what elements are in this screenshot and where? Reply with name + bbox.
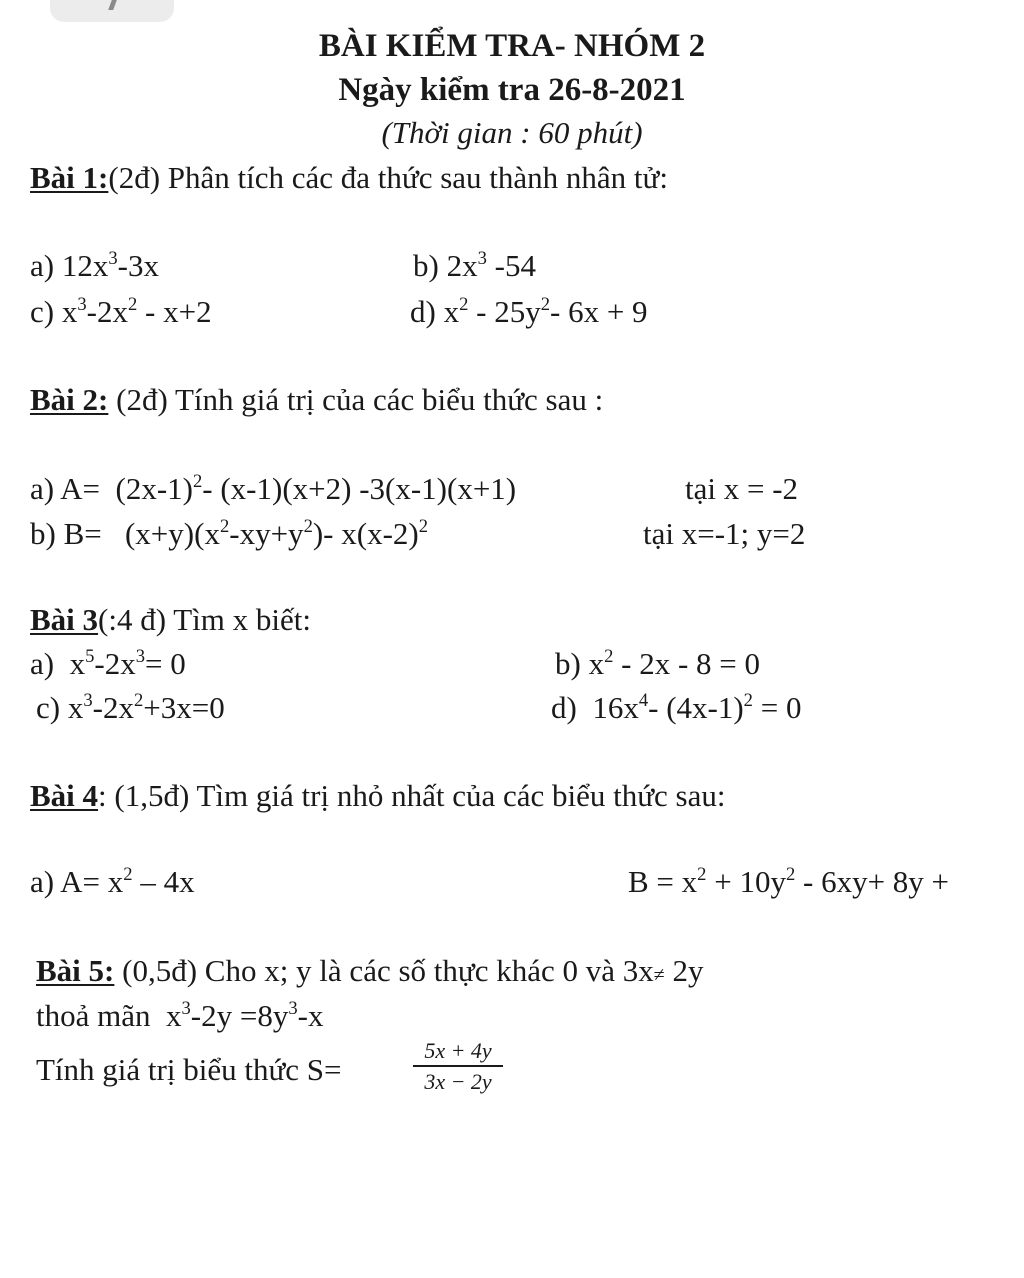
browser-tab-stub <box>50 0 174 22</box>
fraction-s <box>413 1040 503 1093</box>
bai1-prompt: Phân tích các đa thức sau thành nhân tử: <box>160 160 668 195</box>
item-label: c) <box>30 294 55 329</box>
bai2-a-condition: tại x = -2 <box>685 471 799 506</box>
item-label: a) <box>30 248 55 283</box>
bai2-label: Bài 2: <box>30 382 109 417</box>
bai1-c: c) $x^3-2x^2 - x+2$ <box>30 293 212 329</box>
bai2-heading <box>30 384 603 415</box>
bai1-b: b) $2x^3$ -54 <box>413 247 536 283</box>
bai3-prompt: (:4 đ) Tìm x biết: <box>98 602 312 637</box>
bai5-condition: thoả mãn $x^3-2y =8y^3-x$ <box>36 997 324 1033</box>
bai1-points: (2đ) <box>108 160 161 195</box>
item-label: a) <box>30 646 55 681</box>
item-label: b) <box>30 516 56 551</box>
bai2-b-condition: tại x=-1; y=2 <box>643 516 806 551</box>
bai5-prompt-end: 2y <box>664 953 704 988</box>
bai3-a: a) $x^5-2x^3= 0$ <box>30 645 186 681</box>
item-label: b) <box>413 248 439 283</box>
bai1-label: Bài 1: <box>30 160 109 195</box>
item-label: c) <box>36 690 61 725</box>
bai2-prompt: (2đ) Tính giá trị của các biểu thức sau : <box>108 382 604 417</box>
bai3-b: b) $x^2 - 2x - 8 = 0$ <box>555 645 761 681</box>
bai2-b: b) $B= (x+y)(x^2-xy+y^2)-$ $x(x-2)^2$ <box>30 515 429 551</box>
bai4-prompt: : (1,5đ) Tìm giá trị nhỏ nhất của các biểu thức sau: <box>98 778 726 813</box>
bai2-a: a) $A= (2x-1)^2-$ (x-1)(x+2) -3(x-1)(x+1) <box>30 470 517 506</box>
not-equal-sign: ≠ <box>653 964 665 986</box>
bai5-label: Bài 5: <box>36 953 115 988</box>
item-label: b) <box>555 646 581 681</box>
bai4-a: a) $A= x^2 - 4x$ <box>30 863 195 899</box>
bai3-d: d) $16x^4-$ $(4x-1)^2 = 0$ <box>551 689 802 725</box>
fraction-denominator: 3x − 2y <box>424 1069 492 1094</box>
item-label: a) <box>30 864 55 899</box>
bai3-heading <box>30 604 311 635</box>
exam-date: Ngày kiểm tra 26-8-2021 <box>338 72 686 108</box>
bai1-a: a) $12x^3-3x$ <box>30 247 159 283</box>
bai1-d: d) $x^2 - 25y^2-$ 6x + 9 <box>410 293 648 329</box>
exam-duration: (Thời gian : 60 phút) <box>381 115 643 150</box>
fraction-numerator: 5x + 4y <box>413 1040 503 1067</box>
bai3-label: Bài 3 <box>30 602 99 637</box>
item-label: d) <box>551 690 577 725</box>
bai1-heading <box>30 162 668 193</box>
item-label: a) <box>30 471 55 506</box>
exam-title: BÀI KIỂM TRA- NHÓM 2 <box>318 28 706 64</box>
bai5-heading <box>36 955 703 986</box>
bai4-b: $B = x^2 + 10y^2 - 6xy+ 8y$ + <box>628 863 950 899</box>
bai4-heading <box>30 780 725 811</box>
bai5-prompt: (0,5đ) Cho x; y là các số thực khác 0 và 3x <box>114 953 654 988</box>
bai4-label: Bài 4 <box>30 778 99 813</box>
item-label: d) <box>410 294 436 329</box>
bai5-task: Tính giá trị biểu thức S= <box>36 1052 342 1087</box>
bai3-c: c) $x^3-2x^2+3x=0$ <box>36 689 225 725</box>
